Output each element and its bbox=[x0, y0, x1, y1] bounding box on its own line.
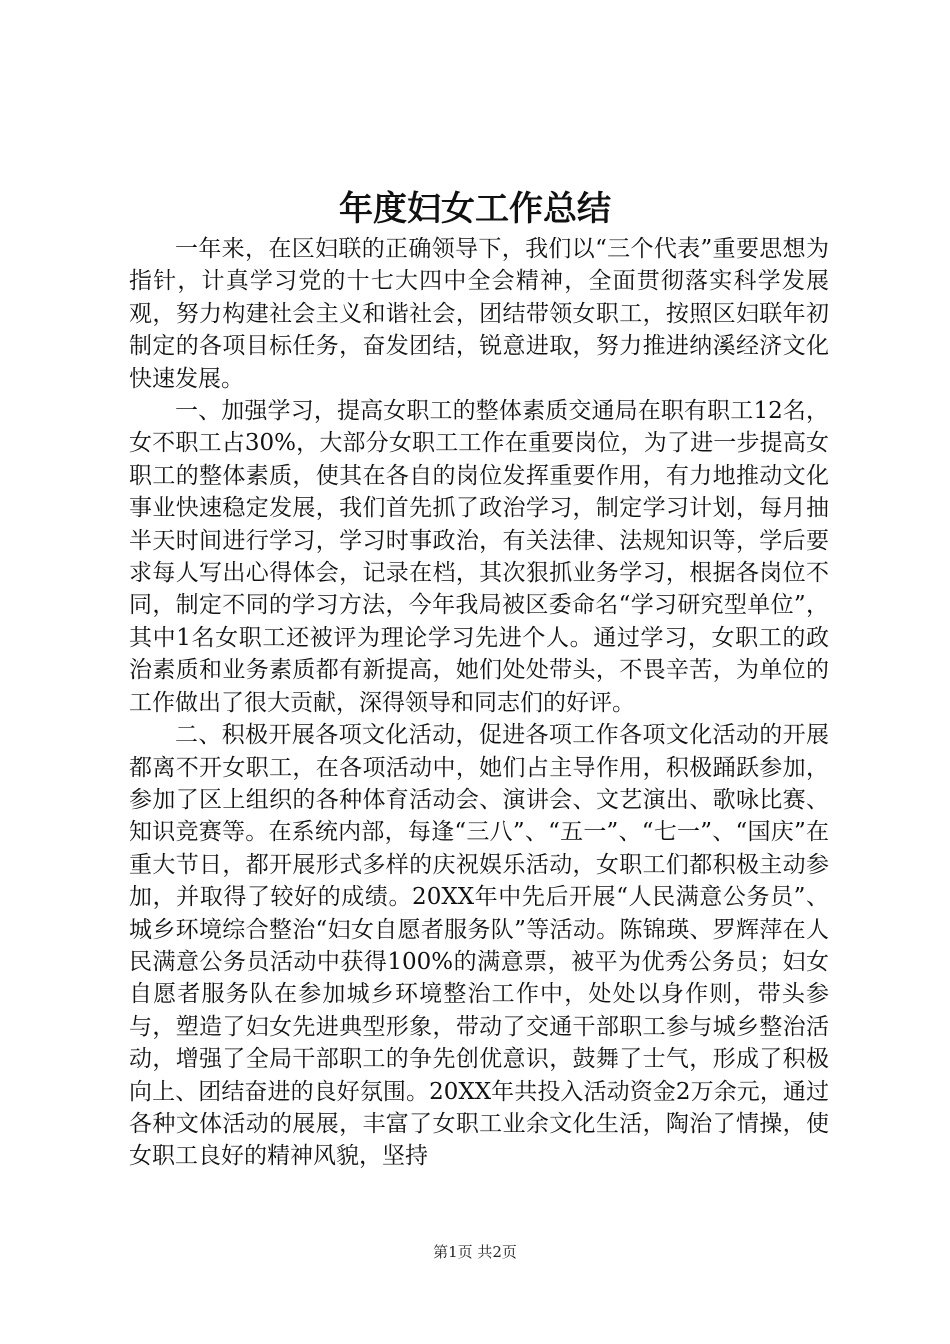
page-number-footer: 第1页 共2页 bbox=[433, 1243, 517, 1261]
document-title: 年度妇女工作总结 bbox=[339, 189, 611, 229]
document-body bbox=[129, 233, 829, 1173]
paragraph-section-2: 二、积极开展各项文化活动，促进各项工作各项文化活动的开展都离不开女职工，在各项活动中，她们占主导作用，积极踊跃参加，参加了区上组织的各种体育活动会、演讲会、文艺演出、歌咏比赛、知识竞赛等。在系统内部，每逢“三八”、“五一”、“七一”、“国庆”在重大节日，都开展形式多样的庆祝娱乐活动，女职工们都积极主动参加，并取得了较好的成绩。20XX年中先后开展“人民满意公务员”、城乡环境综合整治“妇女自愿者服务队”等活动。陈锦瑛、罗辉萍在人民满意公务员活动中获得100%的满意票，被平为优秀公务员；妇女自愿者服务队在参加城乡环境整治工作中，处处以身作则，带头参与，塑造了妇女先进典型形象，带动了交通干部职工参与城乡整治活动，增强了全局干部职工的争先创优意识，鼓舞了士气，形成了积极向上、团结奋进的良好氛围。20XX年共投入活动资金2万余元，通过各种文体活动的展展，丰富了女职工业余文化生活，陶治了情操，使女职工良好的精神风貌，坚持 bbox=[129, 722, 829, 1170]
paragraph-section-1: 一、加强学习，提高女职工的整体素质交通局在职有职工12名，女不职工占30%，大部分女职工工作在重要岗位，为了进一步提高女职工的整体素质，使其在各自的岗位发挥重要作用，有力地推动文化事业快速稳定发展，我们首先抓了政治学习，制定学习计划，每月抽半天时间进行学习，学习时事政治，有关法律、法规知识等，学后要求每人写出心得体会，记录在档，其次狠抓业务学习，根据各岗位不同，制定不同的学习方法，今年我局被区委命名“学习研究型单位”，其中1名女职工还被评为理论学习先进个人。通过学习，女职工的政治素质和业务素质都有新提高，她们处处带头，不畏辛苦，为单位的工作做出了很大贡献，深得领导和同志们的好评。 bbox=[129, 398, 829, 716]
paragraph-intro: 一年来，在区妇联的正确领导下，我们以“三个代表”重要思想为指针，计真学习党的十七大四中全会精神，全面贯彻落实科学发展观，努力构建社会主义和谐社会，团结带领女职工，按照区妇联年初制定的各项目标任务，奋发团结，锐意进取，努力推进纳溪经济文化快速发展。 bbox=[129, 236, 829, 392]
